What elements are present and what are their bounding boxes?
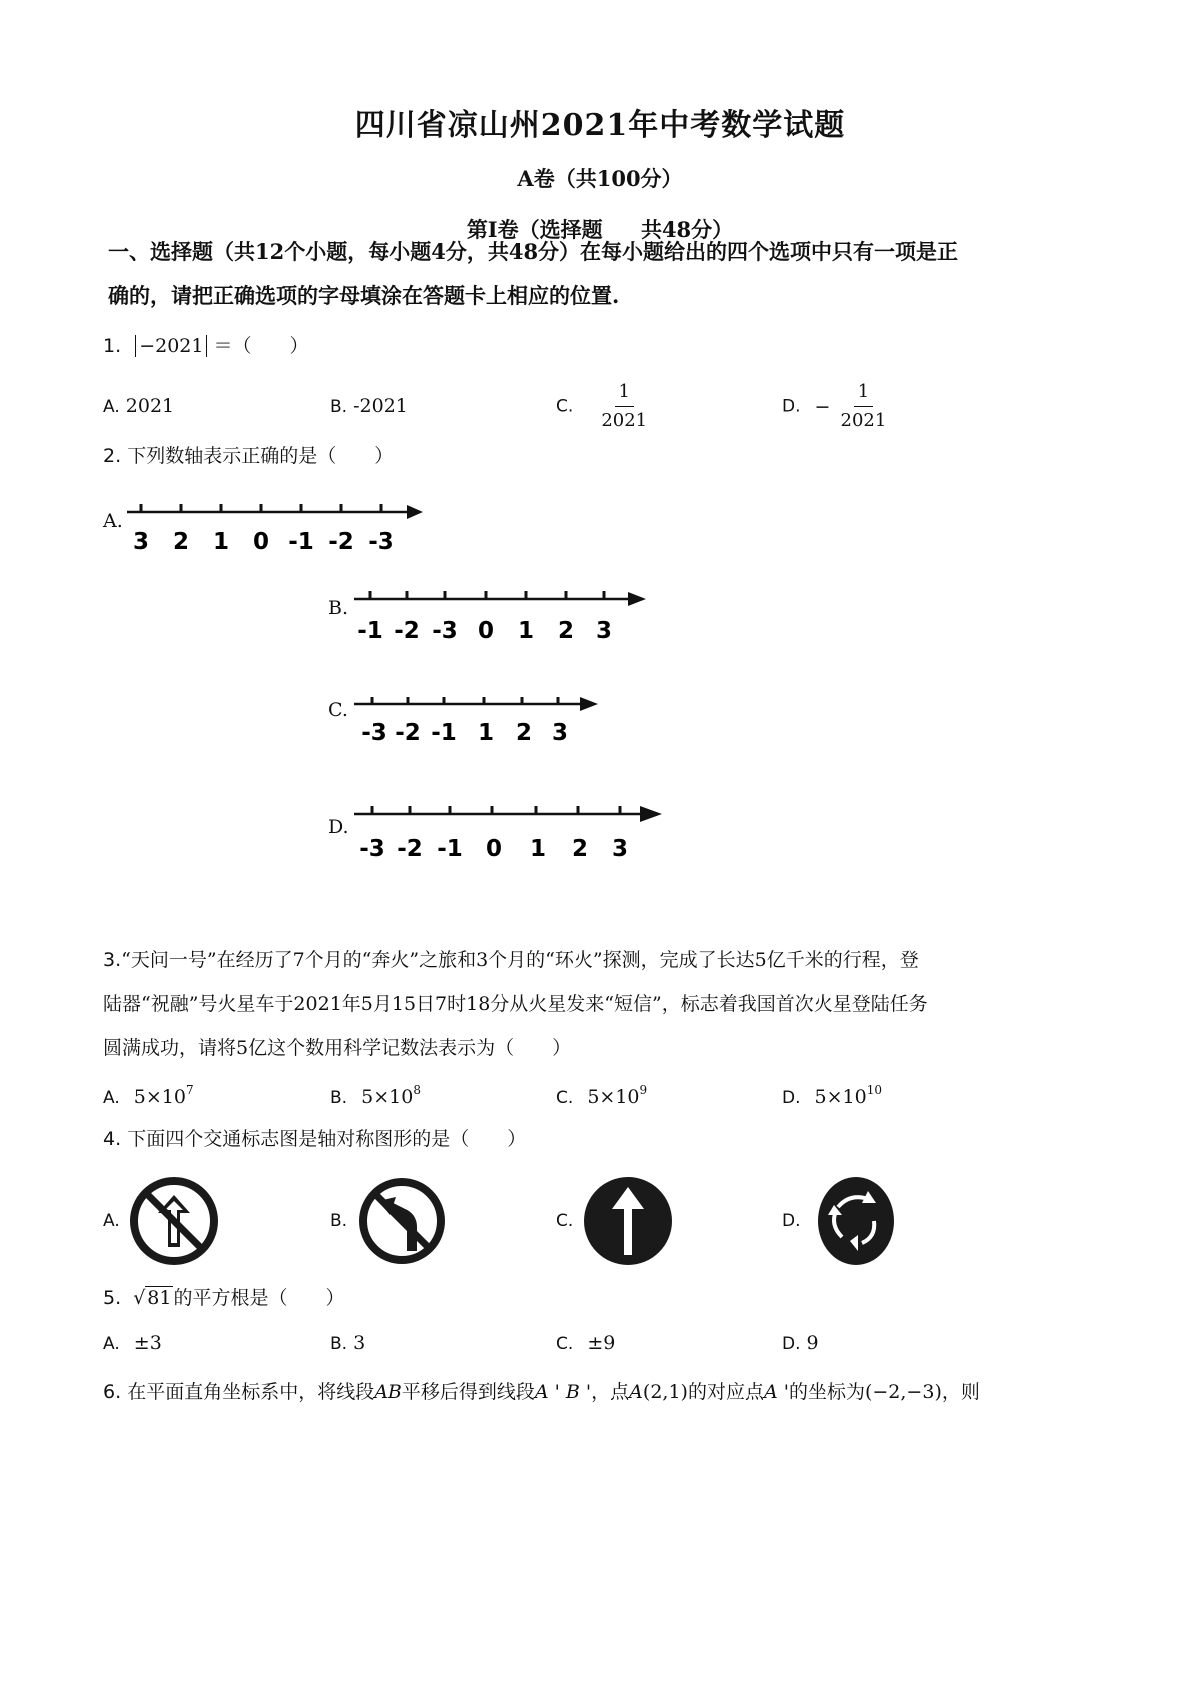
tick-label: -2 — [395, 720, 421, 746]
q4-option-b-label: B. — [330, 1211, 348, 1231]
tick-label: 3 — [611, 836, 629, 862]
q5-option-c: C. ±9 — [556, 1332, 616, 1354]
fraction: $\frac{1}{2021}$ — [840, 381, 887, 431]
q1-option-b: B. -2021 — [330, 395, 408, 417]
tick-label: -3 — [359, 836, 385, 862]
section-line-1: 一、选择题（共12个小题，每小题4分，共48分）在每小题给出的四个选项中只有一项是正 — [108, 239, 959, 264]
question-4 — [103, 1127, 526, 1151]
point-a-coords: (2,1) — [642, 1381, 688, 1403]
question-3 — [103, 938, 1103, 1070]
q2-option-c-label: C. — [328, 699, 348, 721]
tick-label: 3 — [595, 618, 613, 644]
question-stem: 的平方根是（ ） — [173, 1287, 345, 1309]
question-stem-line: “天问一号”在经历了7个月的“奔火”之旅和3个月的“环火”探测，完成了长达5亿千米的行程，登 — [121, 949, 919, 971]
sqrt-sign: √ — [133, 1287, 146, 1309]
tick-label: -1 — [431, 720, 457, 746]
question-stem: 下列数轴表示正确的是（ ） — [127, 445, 394, 467]
q5-option-a: A. ±3 — [103, 1332, 162, 1354]
segment-ab: AB — [374, 1381, 402, 1403]
q2-option-d-label: D. — [328, 816, 349, 838]
point-a: A — [629, 1381, 643, 1403]
question-5 — [103, 1286, 345, 1310]
question-stem: 下面四个交通标志图是轴对称图形的是（ ） — [127, 1128, 527, 1150]
point-ap: A ' — [763, 1381, 789, 1403]
question-stem-line: 陆器“祝融”号火星车于2021年5月15日7时18分从火星发来“短信”，标志着我国首次火星登陆任务 — [103, 993, 928, 1015]
tick-label: 1 — [477, 720, 495, 746]
question-stem: ＝（ ） — [213, 335, 309, 357]
number-line-d — [352, 800, 672, 864]
q5-option-b: B. 3 — [330, 1332, 366, 1354]
question-number: 5. — [103, 1287, 122, 1309]
radicand: 81 — [147, 1287, 172, 1309]
question-2 — [103, 444, 393, 468]
page-title: 四川省凉山州2021年中考数学试题 — [354, 108, 846, 143]
tick-label: 0 — [477, 618, 495, 644]
tick-label: 1 — [212, 529, 230, 555]
number-line-c — [352, 692, 602, 748]
q2-option-b-label: B. — [328, 597, 349, 619]
section-instructions — [108, 230, 1098, 318]
question-6: 6. 在平面直角坐标系中，将线段AB平移后得到线段A ' B '，点A(2,1)的对应点A '的坐标为(−2,−3)，则 — [103, 1381, 980, 1403]
volume-heading: A卷（共100分） — [517, 166, 683, 191]
tick-label: 1 — [517, 618, 535, 644]
tick-label: 2 — [515, 720, 533, 746]
fraction: $\frac{1}{2021}$ — [601, 381, 648, 431]
tick-label: 1 — [529, 836, 547, 862]
number-line-a — [125, 497, 425, 557]
tick-label: 3 — [132, 529, 150, 555]
question-number: 6. — [103, 1381, 122, 1403]
q3-option-a: A. $5\times 10^7$ — [103, 1083, 194, 1108]
no-left-turn-sign-icon — [356, 1175, 448, 1267]
question-stem-line: 圆满成功，请将5亿这个数用科学记数法表示为（ ） — [103, 1037, 572, 1059]
tick-label: 2 — [172, 529, 190, 555]
q4-option-c-label: C. — [556, 1211, 574, 1231]
question-number: 2. — [103, 445, 122, 467]
q4-option-a-label: A. — [103, 1211, 120, 1231]
tick-label: -3 — [432, 618, 458, 644]
straight-only-sign-icon — [582, 1175, 674, 1267]
question-number: 1. — [103, 335, 122, 357]
tick-label: 2 — [571, 836, 589, 862]
segment-apbp: A ' B ' — [534, 1381, 592, 1403]
question-1 — [103, 334, 309, 358]
no-straight-sign-icon — [128, 1175, 220, 1267]
part-heading: 第Ⅰ卷（选择题 共48分） — [466, 217, 734, 242]
tick-label: -1 — [437, 836, 463, 862]
q3-option-d: D. $5\times 10^{10}$ — [782, 1083, 883, 1108]
q3-option-c: C. $5\times 10^9$ — [556, 1083, 648, 1108]
q5-option-d: D. 9 — [782, 1332, 819, 1354]
tick-label: -3 — [368, 529, 394, 555]
q1-option-a: A. 2021 — [103, 395, 175, 417]
question-number: 4. — [103, 1128, 122, 1150]
tick-label: -1 — [357, 618, 383, 644]
tick-label: 0 — [252, 529, 270, 555]
q2-option-a-label: A. — [103, 510, 123, 532]
q4-option-d-label: D. — [782, 1211, 801, 1231]
q1-option-d: D. − $\frac{1}{2021}$ — [782, 380, 890, 433]
question-number: 3. — [103, 949, 122, 971]
tick-label: 2 — [557, 618, 575, 644]
absolute-value: −2021 — [135, 335, 207, 357]
tick-label: -3 — [361, 720, 387, 746]
tick-label: -1 — [288, 529, 314, 555]
q3-option-b: B. $5\times 10^8$ — [330, 1083, 421, 1108]
tick-label: -2 — [328, 529, 354, 555]
tick-label: 3 — [551, 720, 569, 746]
roundabout-sign-icon — [810, 1175, 902, 1267]
section-line-2: 确的，请把正确选项的字母填涂在答题卡上相应的位置. — [108, 283, 620, 308]
number-line-b — [352, 584, 652, 644]
tick-label: -2 — [394, 618, 420, 644]
tick-label: -2 — [397, 836, 423, 862]
q1-option-c: C. $\frac{1}{2021}$ — [556, 380, 651, 433]
point-ap-coords: (−2,−3) — [864, 1381, 942, 1403]
tick-label: 0 — [485, 836, 503, 862]
